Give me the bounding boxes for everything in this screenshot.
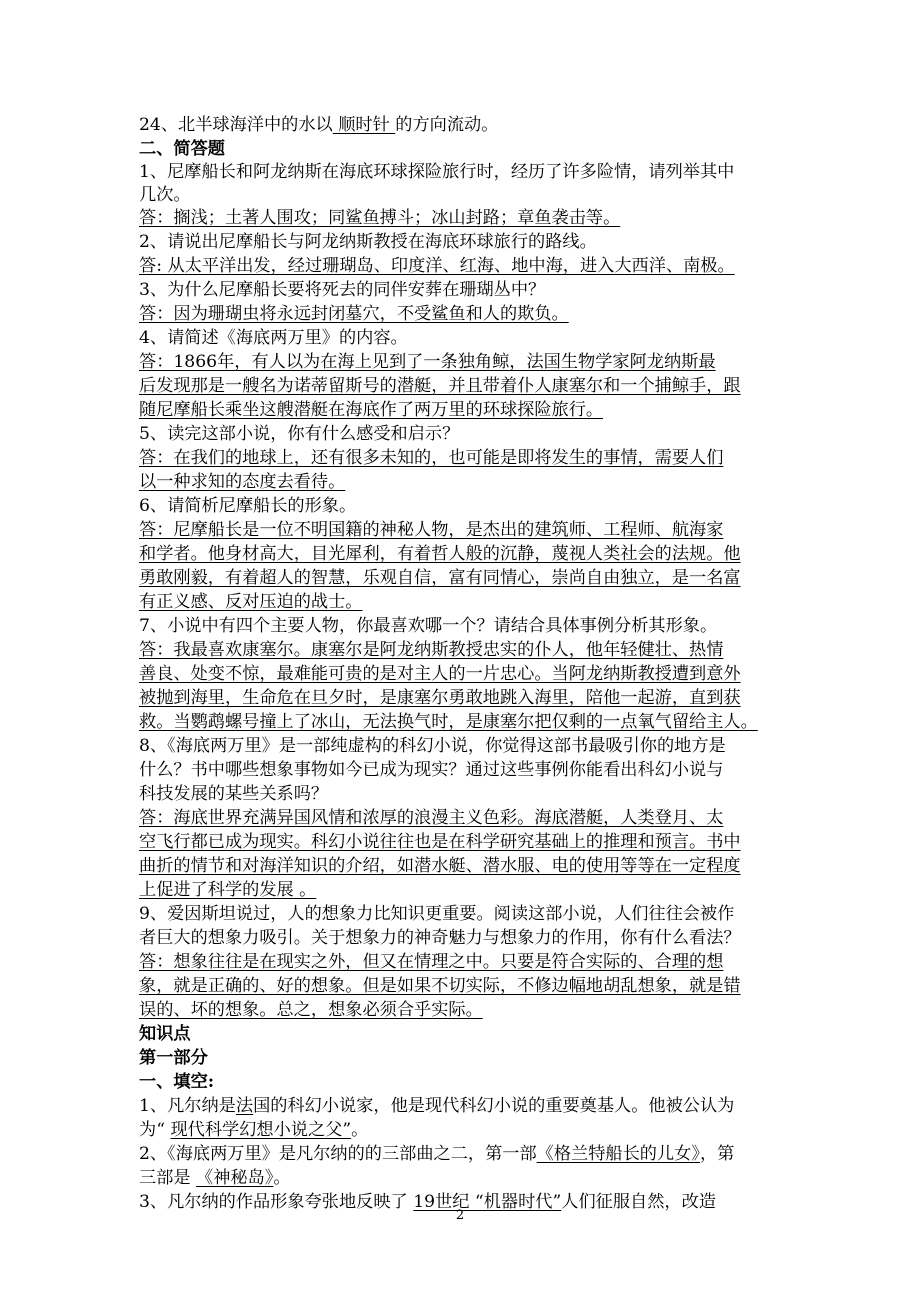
page-number: 2: [455, 1208, 465, 1223]
a8-line-1: [139, 806, 799, 830]
heading-text: 二、简答题: [139, 139, 225, 159]
q8-line-1: [139, 734, 799, 758]
underlined-answer-text: 救。当鹦鹉螺号撞上了冰山，无法换气时，是康塞尔把仅剩的一点氧气留给主人。: [139, 712, 758, 732]
a7-line-4: [139, 710, 799, 734]
a9-line-2: [139, 974, 799, 998]
body-text: 者巨大的想象力吸引。关于想象力的神奇魅力与想象力的作用，你有什么看法？: [139, 928, 741, 948]
fill-24-line-1: [139, 113, 799, 137]
a6-line-3: [139, 566, 799, 590]
heading-knowledge-line-1: [139, 1022, 799, 1046]
a7-line-1: [139, 638, 799, 662]
underlined-answer-text: 随尼摩船长乘坐这艘潜艇在海底作了两万里的环球探险旅行。: [139, 400, 604, 420]
body-text: 2、请说出尼摩船长与阿龙纳斯教授在海底环球旅行的路线。: [139, 232, 597, 252]
a5-line-2: [139, 470, 799, 494]
q2-line-1: [139, 230, 799, 254]
underlined-answer-text: 有正义感、反对压迫的战士。: [139, 592, 363, 612]
f1-line-2: [139, 1118, 799, 1142]
underlined-answer-text: 答：因为珊瑚虫将永远封闭墓穴，不受鲨鱼和人的欺负。: [139, 304, 569, 324]
a9-line-3: [139, 998, 799, 1022]
body-text: 3、凡尔纳的作品形象夸张地反映了: [139, 1192, 414, 1212]
body-text: 4、请简述《海底两万里》的内容。: [139, 328, 408, 348]
body-text: 8、《海底两万里》是一部纯虚构的科幻小说，你觉得这部书最吸引你的地方是: [139, 736, 726, 756]
underlined-answer-text: 答：尼摩船长是一位不明国籍的神秘人物，是杰出的建筑师、工程师、航海家: [139, 520, 724, 540]
underlined-answer-text: 19世纪 “机器时代”: [413, 1192, 562, 1212]
underlined-answer-text: 善良、处变不惊，最难能可贵的是对主人的一片忠心。当阿龙纳斯教授遭到意外: [139, 664, 741, 684]
a6-line-2: [139, 542, 799, 566]
q1-line-1: [139, 160, 799, 184]
q9-line-1: [139, 902, 799, 926]
f2-line-1: [139, 1142, 799, 1166]
underlined-answer-text: 后发现那是一艘名为诺蒂留斯号的潜艇，并且带着仆人康塞尔和一个捕鲸手，跟: [139, 376, 741, 396]
body-text: 的方向流动。: [395, 115, 499, 135]
q9-line-2: [139, 926, 799, 950]
underlined-answer-text: 曲折的情节和对海洋知识的介绍，如潜水艇、潜水服、电的使用等等在一定程度: [139, 856, 741, 876]
section-short-answer-line-1: [139, 137, 799, 161]
a6-line-4: [139, 590, 799, 614]
underlined-answer-text: 答：1866年，有人以为在海上见到了一条独角鲸，法国生物学家阿龙纳斯最: [139, 352, 716, 372]
underlined-answer-text: 《神秘岛》: [196, 1168, 274, 1188]
a4-line-1: [139, 350, 799, 374]
body-text: 9、爱因斯坦说过，人的想象力比知识更重要。阅读这部小说，人们往往会被作: [139, 904, 735, 924]
body-text: 5、读完这部小说，你有什么感受和启示？: [139, 424, 460, 444]
f2-line-2: [139, 1166, 799, 1190]
q1-line-2: [139, 183, 799, 207]
body-text: 三部是: [139, 1168, 197, 1188]
body-text: 1、凡尔纳是: [139, 1096, 236, 1116]
body-text: 几次。: [139, 185, 191, 205]
body-text: 国的科幻小说家，他是现代科幻小说的重要奠基人。他被公认为: [253, 1096, 735, 1116]
heading-text: 一、填空:: [139, 1072, 215, 1092]
underlined-answer-text: 法: [235, 1096, 254, 1116]
a8-line-3: [139, 854, 799, 878]
body-text: 6、请简析尼摩船长的形象。: [139, 496, 357, 516]
underlined-answer-text: 以一种求知的态度去看待。: [139, 472, 346, 492]
underlined-answer-text: 上促进了科学的发展 。: [139, 880, 317, 900]
a8-line-4: [139, 878, 799, 902]
heading-text: 第一部分: [139, 1048, 208, 1068]
body-text: 科技发展的某些关系吗？: [139, 784, 329, 804]
q8-line-2: [139, 758, 799, 782]
a7-line-2: [139, 662, 799, 686]
body-text: 2、《海底两万里》是凡尔纳的的三部曲之二，第一部: [139, 1144, 537, 1164]
underlined-answer-text: 答：搁浅；土著人围攻；同鲨鱼搏斗；冰山封路；章鱼袭击等。: [139, 208, 621, 228]
a4-line-2: [139, 374, 799, 398]
q6-line-1: [139, 494, 799, 518]
underlined-answer-text: 答：想象往往是在现实之外，但又在情理之中。只要是符合实际的、合理的想: [139, 952, 724, 972]
body-text: 7、小说中有四个主要人物，你最喜欢哪一个？请结合具体事例分析其形象。: [139, 616, 718, 636]
a1-line-1: [139, 206, 799, 230]
underlined-answer-text: 空飞行都已成为现实。科幻小说往往也是在科学研究基础上的推理和预言。书中: [139, 832, 741, 852]
a6-line-1: [139, 518, 799, 542]
body-text: ，第: [699, 1144, 735, 1164]
heading-part1-line-1: [139, 1046, 799, 1070]
a4-line-3: [139, 398, 799, 422]
f1-line-1: [139, 1094, 799, 1118]
underlined-answer-text: 和学者。他身材高大，目光犀利，有着哲人般的沉静，蔑视人类社会的法规。他: [139, 544, 741, 564]
underlined-answer-text: 被抛到海里，生命危在旦夕时，是康塞尔勇敢地跳入海里，陪他一起游，直到获: [139, 688, 741, 708]
body-text: 人们征服自然，改造: [561, 1192, 716, 1212]
q3-line-1: [139, 278, 799, 302]
a5-line-1: [139, 446, 799, 470]
underlined-answer-text: 答：我最喜欢康塞尔。康塞尔是阿龙纳斯教授忠实的仆人，他年轻健壮、热情: [139, 640, 724, 660]
underlined-answer-text: 现代科学幻想小说之父”: [170, 1120, 352, 1140]
body-text: 。: [351, 1120, 369, 1140]
heading-fill-line-1: [139, 1070, 799, 1094]
heading-text: 知识点: [139, 1024, 191, 1044]
q4-line-1: [139, 326, 799, 350]
a8-line-2: [139, 830, 799, 854]
underlined-answer-text: 象，就是正确的、好的想象。但是如果不切实际，不修边幅地胡乱想象，就是错: [139, 976, 741, 996]
q5-line-1: [139, 422, 799, 446]
body-text: 1、尼摩船长和阿龙纳斯在海底环球探险旅行时，经历了许多险情，请列举其中: [139, 162, 735, 182]
a9-line-1: [139, 950, 799, 974]
underlined-answer-text: 误的、坏的想象。总之，想象必须合乎实际。: [139, 1000, 483, 1020]
q8-line-3: [139, 782, 799, 806]
body-text: 。: [273, 1168, 291, 1188]
body-text: 24、北半球海洋中的水以: [139, 115, 333, 135]
underlined-answer-text: 勇敢刚毅，有着超人的智慧，乐观自信，富有同情心，崇尚自由独立，是一名富: [139, 568, 741, 588]
underlined-answer-text: 顺时针: [332, 115, 396, 135]
underlined-answer-text: 《格兰特船长的儿女》: [536, 1144, 700, 1164]
a7-line-3: [139, 686, 799, 710]
underlined-answer-text: 答: 从太平洋出发，经过珊瑚岛、印度洋、红海、地中海，进入大西洋、南极。: [139, 256, 735, 276]
underlined-answer-text: 答：在我们的地球上，还有很多未知的，也可能是即将发生的事情，需要人们: [139, 448, 724, 468]
a3-line-1: [139, 302, 799, 326]
underlined-answer-text: 答：海底世界充满异国风情和浓厚的浪漫主义色彩。海底潜艇，人类登月、太: [139, 808, 724, 828]
body-text: 3、为什么尼摩船长要将死去的同伴安葬在珊瑚丛中？: [139, 280, 546, 300]
a2-line-1: [139, 254, 799, 278]
q7-line-1: [139, 614, 799, 638]
body-text: 什么？书中哪些想象事物如今已成为现实？通过这些事例你能看出科幻小说与: [139, 760, 724, 780]
body-text: 为“: [139, 1120, 171, 1140]
